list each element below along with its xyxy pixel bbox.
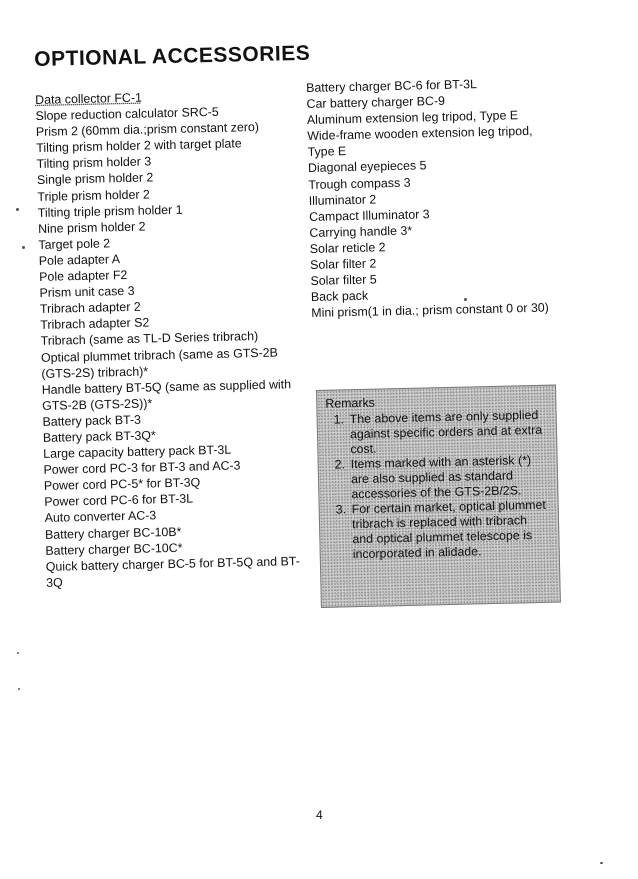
accessory-item: Data collector FC-1 — [35, 90, 143, 107]
accessory-item: Nine prism holder 2 — [37, 219, 146, 236]
accessory-item: Battery pack BT-3 — [42, 412, 142, 429]
accessory-item: Battery pack BT-3Q* — [42, 428, 156, 445]
accessory-item: Pole adapter F2 — [39, 267, 128, 284]
page-title: OPTIONAL ACCESSORIES — [34, 41, 311, 71]
accessory-item: Power cord PC-6 for BT-3L — [44, 491, 194, 510]
remarks-box — [316, 385, 561, 608]
remark-number: 1. — [333, 412, 345, 427]
accessory-item: Quick battery charger BC-5 for BT-5Q and BT-3Q — [45, 553, 300, 590]
remarks-title: Remarks — [325, 395, 376, 411]
accessory-item: Tilting prism holder 3 — [36, 154, 152, 172]
accessory-item: Prism 2 (60mm dia.;prism constant zero) — [35, 120, 260, 140]
remark-item — [326, 408, 549, 458]
remark-text: The above items are only supplied against specific orders and at extra cost. — [349, 407, 543, 457]
accessory-item: Optical plummet tribrach (same as GTS-2B (GTS-2S) tribrach)* — [40, 345, 278, 381]
accessory-item: Battery charger BC-10C* — [45, 540, 183, 558]
accessory-item: Back pack — [310, 288, 369, 305]
accessory-item: Power cord PC-5* for BT-3Q — [43, 475, 201, 494]
accessories-list-right — [306, 74, 566, 321]
remark-number: 3. — [335, 502, 347, 517]
accessory-item: Tilting prism holder 2 with target plate — [36, 136, 242, 156]
accessory-item: Auto converter AC-3 — [44, 508, 157, 526]
scan-speck — [16, 208, 19, 211]
accessory-item: Large capacity battery pack BT-3L — [43, 442, 232, 461]
accessory-item: Solar filter 2 — [310, 256, 377, 272]
scan-speck — [17, 652, 19, 654]
page-number: 4 — [316, 808, 323, 822]
accessory-item: Carrying handle 3* — [309, 223, 413, 240]
accessory-item: Slope reduction calculator SRC-5 — [35, 104, 219, 124]
accessory-item: Trough compass 3 — [308, 175, 411, 192]
accessories-list-left — [35, 86, 316, 591]
accessory-item: Battery charger BC-10B* — [44, 524, 182, 542]
accessory-item: Illuminator 2 — [308, 192, 377, 208]
accessory-item: Mini prism(1 in dia.; prism constant 0 or 30) — [311, 300, 549, 321]
accessory-item: Aluminum extension leg tripod, Type E — [306, 108, 519, 128]
accessory-item: Tilting triple prism holder 1 — [37, 202, 183, 220]
remark-number: 2. — [334, 457, 346, 472]
accessory-item: Car battery charger BC-9 — [306, 93, 446, 112]
scan-speck — [464, 298, 467, 301]
remark-text: For certain market, optical plummet tribrach is replaced with tribrach and optical plummet telescope is incorporated in alidade. — [351, 497, 547, 562]
remark-text: Items marked with an asterisk (*) are also supplied as standard accessories of the GTS-2B/2S. — [350, 453, 532, 502]
accessory-item: Solar reticle 2 — [309, 240, 386, 256]
accessory-item: Tribrach (same as TL-D Series tribrach) — [40, 329, 259, 349]
accessory-item: Pole adapter A — [38, 252, 121, 268]
accessory-item: Campact Illuminator 3 — [308, 206, 430, 224]
accessory-item: Tribrach adapter 2 — [39, 299, 141, 317]
accessory-item: Target pole 2 — [38, 236, 111, 252]
accessory-item: Prism unit case 3 — [39, 283, 135, 301]
accessory-item: Tribrach adapter S2 — [40, 315, 150, 333]
accessory-item: Battery charger BC-6 for BT-3L — [306, 77, 478, 95]
scan-speck — [22, 246, 25, 249]
accessory-item: Wide-frame wooden extension leg tripod, Type E — [307, 124, 533, 160]
accessory-item: Single prism holder 2 — [36, 170, 154, 188]
accessory-item: Solar filter 5 — [310, 272, 377, 289]
scan-speck — [18, 688, 20, 690]
remark-item — [327, 453, 550, 503]
scan-speck — [600, 862, 603, 864]
accessory-item: Triple prism holder 2 — [37, 186, 150, 204]
accessory-item: Diagonal eyepieces 5 — [307, 158, 427, 176]
accessory-item: Handle battery BT-5Q (same as supplied with GTS-2B (GTS-2S))* — [41, 376, 292, 413]
accessory-item: Power cord PC-3 for BT-3 and AC-3 — [43, 458, 241, 478]
remark-item — [328, 498, 551, 563]
